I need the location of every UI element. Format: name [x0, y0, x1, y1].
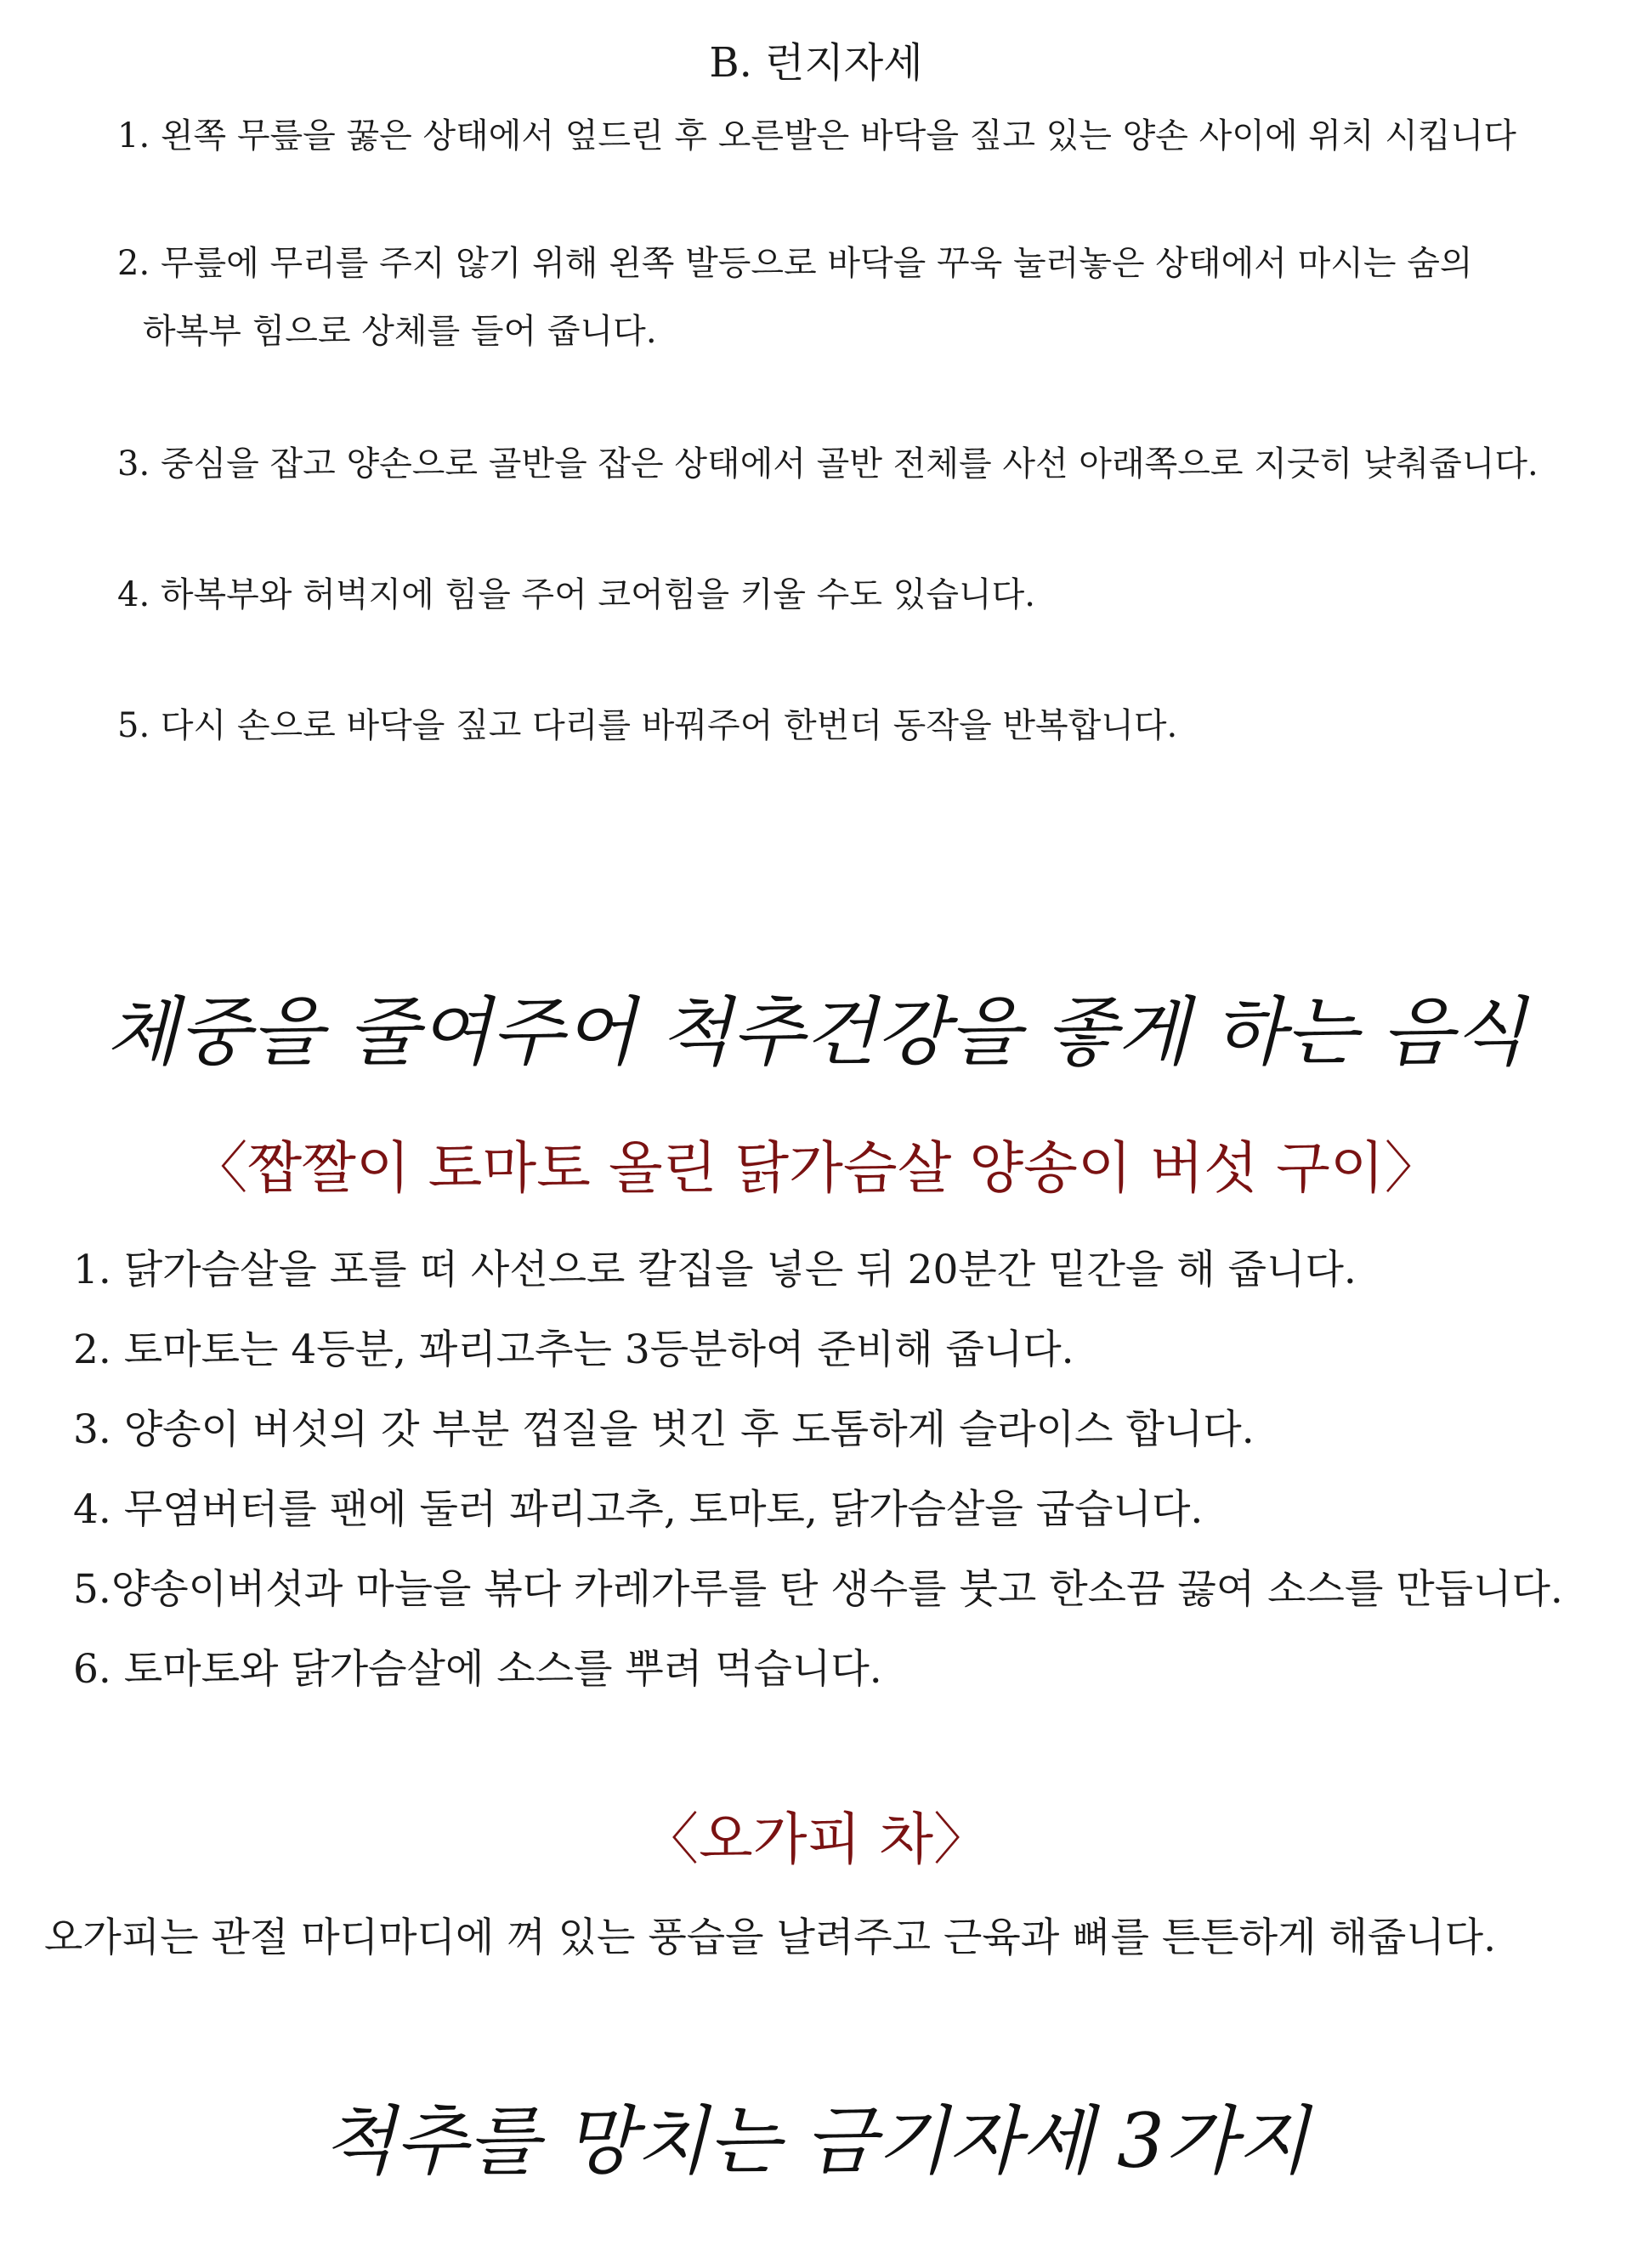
section-b-heading: B. 런지자세	[709, 39, 923, 87]
tea-description: 오가피는 관절 마디마디에 껴 있는 풍습을 날려주고 근육과 뼈를 튼튼하게 해줍니다.	[44, 1915, 1497, 1961]
food-section-title: 체중을 줄여주어 척추건강을 좋게 하는 음식	[105, 988, 1526, 1076]
lunge-step-4: 4. 하복부와 허벅지에 힘을 주어 코어힘을 키울 수도 있습니다.	[117, 575, 1035, 614]
recipe-step-5: 5.양송이버섯과 마늘을 볶다 카레가루를 탄 생수를 붓고 한소끔 끓여 소스를 만듭니다.	[73, 1566, 1563, 1613]
recipe-title: 〈짭짤이 토마토 올린 닭가슴살 양송이 버섯 구이〉	[191, 1135, 1441, 1201]
tea-title: 〈오가피 차〉	[642, 1807, 989, 1872]
recipe-step-2: 2. 토마토는 4등분, 꽈리고추는 3등분하여 준비해 줍니다.	[73, 1326, 1074, 1373]
recipe-step-4: 4. 무염버터를 팬에 둘러 꽈리고추, 토마토, 닭가슴살을 굽습니다.	[73, 1486, 1204, 1533]
recipe-step-6: 6. 토마토와 닭가슴살에 소스를 뿌려 먹습니다.	[73, 1646, 882, 1693]
lunge-step-2-continued: 하복부 힘으로 상체를 들어 줍니다.	[143, 312, 657, 351]
lunge-step-1: 1. 왼쪽 무릎을 꿇은 상태에서 엎드린 후 오른발은 바닥을 짚고 있는 양손 사이에 위치 시킵니다	[117, 116, 1516, 156]
lunge-step-5: 5. 다시 손으로 바닥을 짚고 다리를 바꿔주어 한번더 동작을 반복합니다.	[117, 706, 1178, 745]
lunge-step-3: 3. 중심을 잡고 양손으로 골반을 잡은 상태에서 골반 전체를 사선 아래쪽으로 지긋히 낮춰줍니다.	[117, 444, 1538, 484]
lunge-step-2: 2. 무릎에 무리를 주지 않기 위해 왼쪽 발등으로 바닥을 꾸욱 눌러놓은 상태에서 마시는 숨의	[117, 244, 1473, 283]
recipe-step-3: 3. 양송이 버섯의 갓 부분 껍질을 벗긴 후 도톰하게 슬라이스 합니다.	[73, 1406, 1255, 1453]
bad-postures-title: 척추를 망치는 금기자세 3가지	[322, 2097, 1309, 2185]
recipe-step-1: 1. 닭가슴살을 포를 떠 사선으로 칼집을 넣은 뒤 20분간 밑간을 해 줍니다.	[73, 1247, 1357, 1293]
